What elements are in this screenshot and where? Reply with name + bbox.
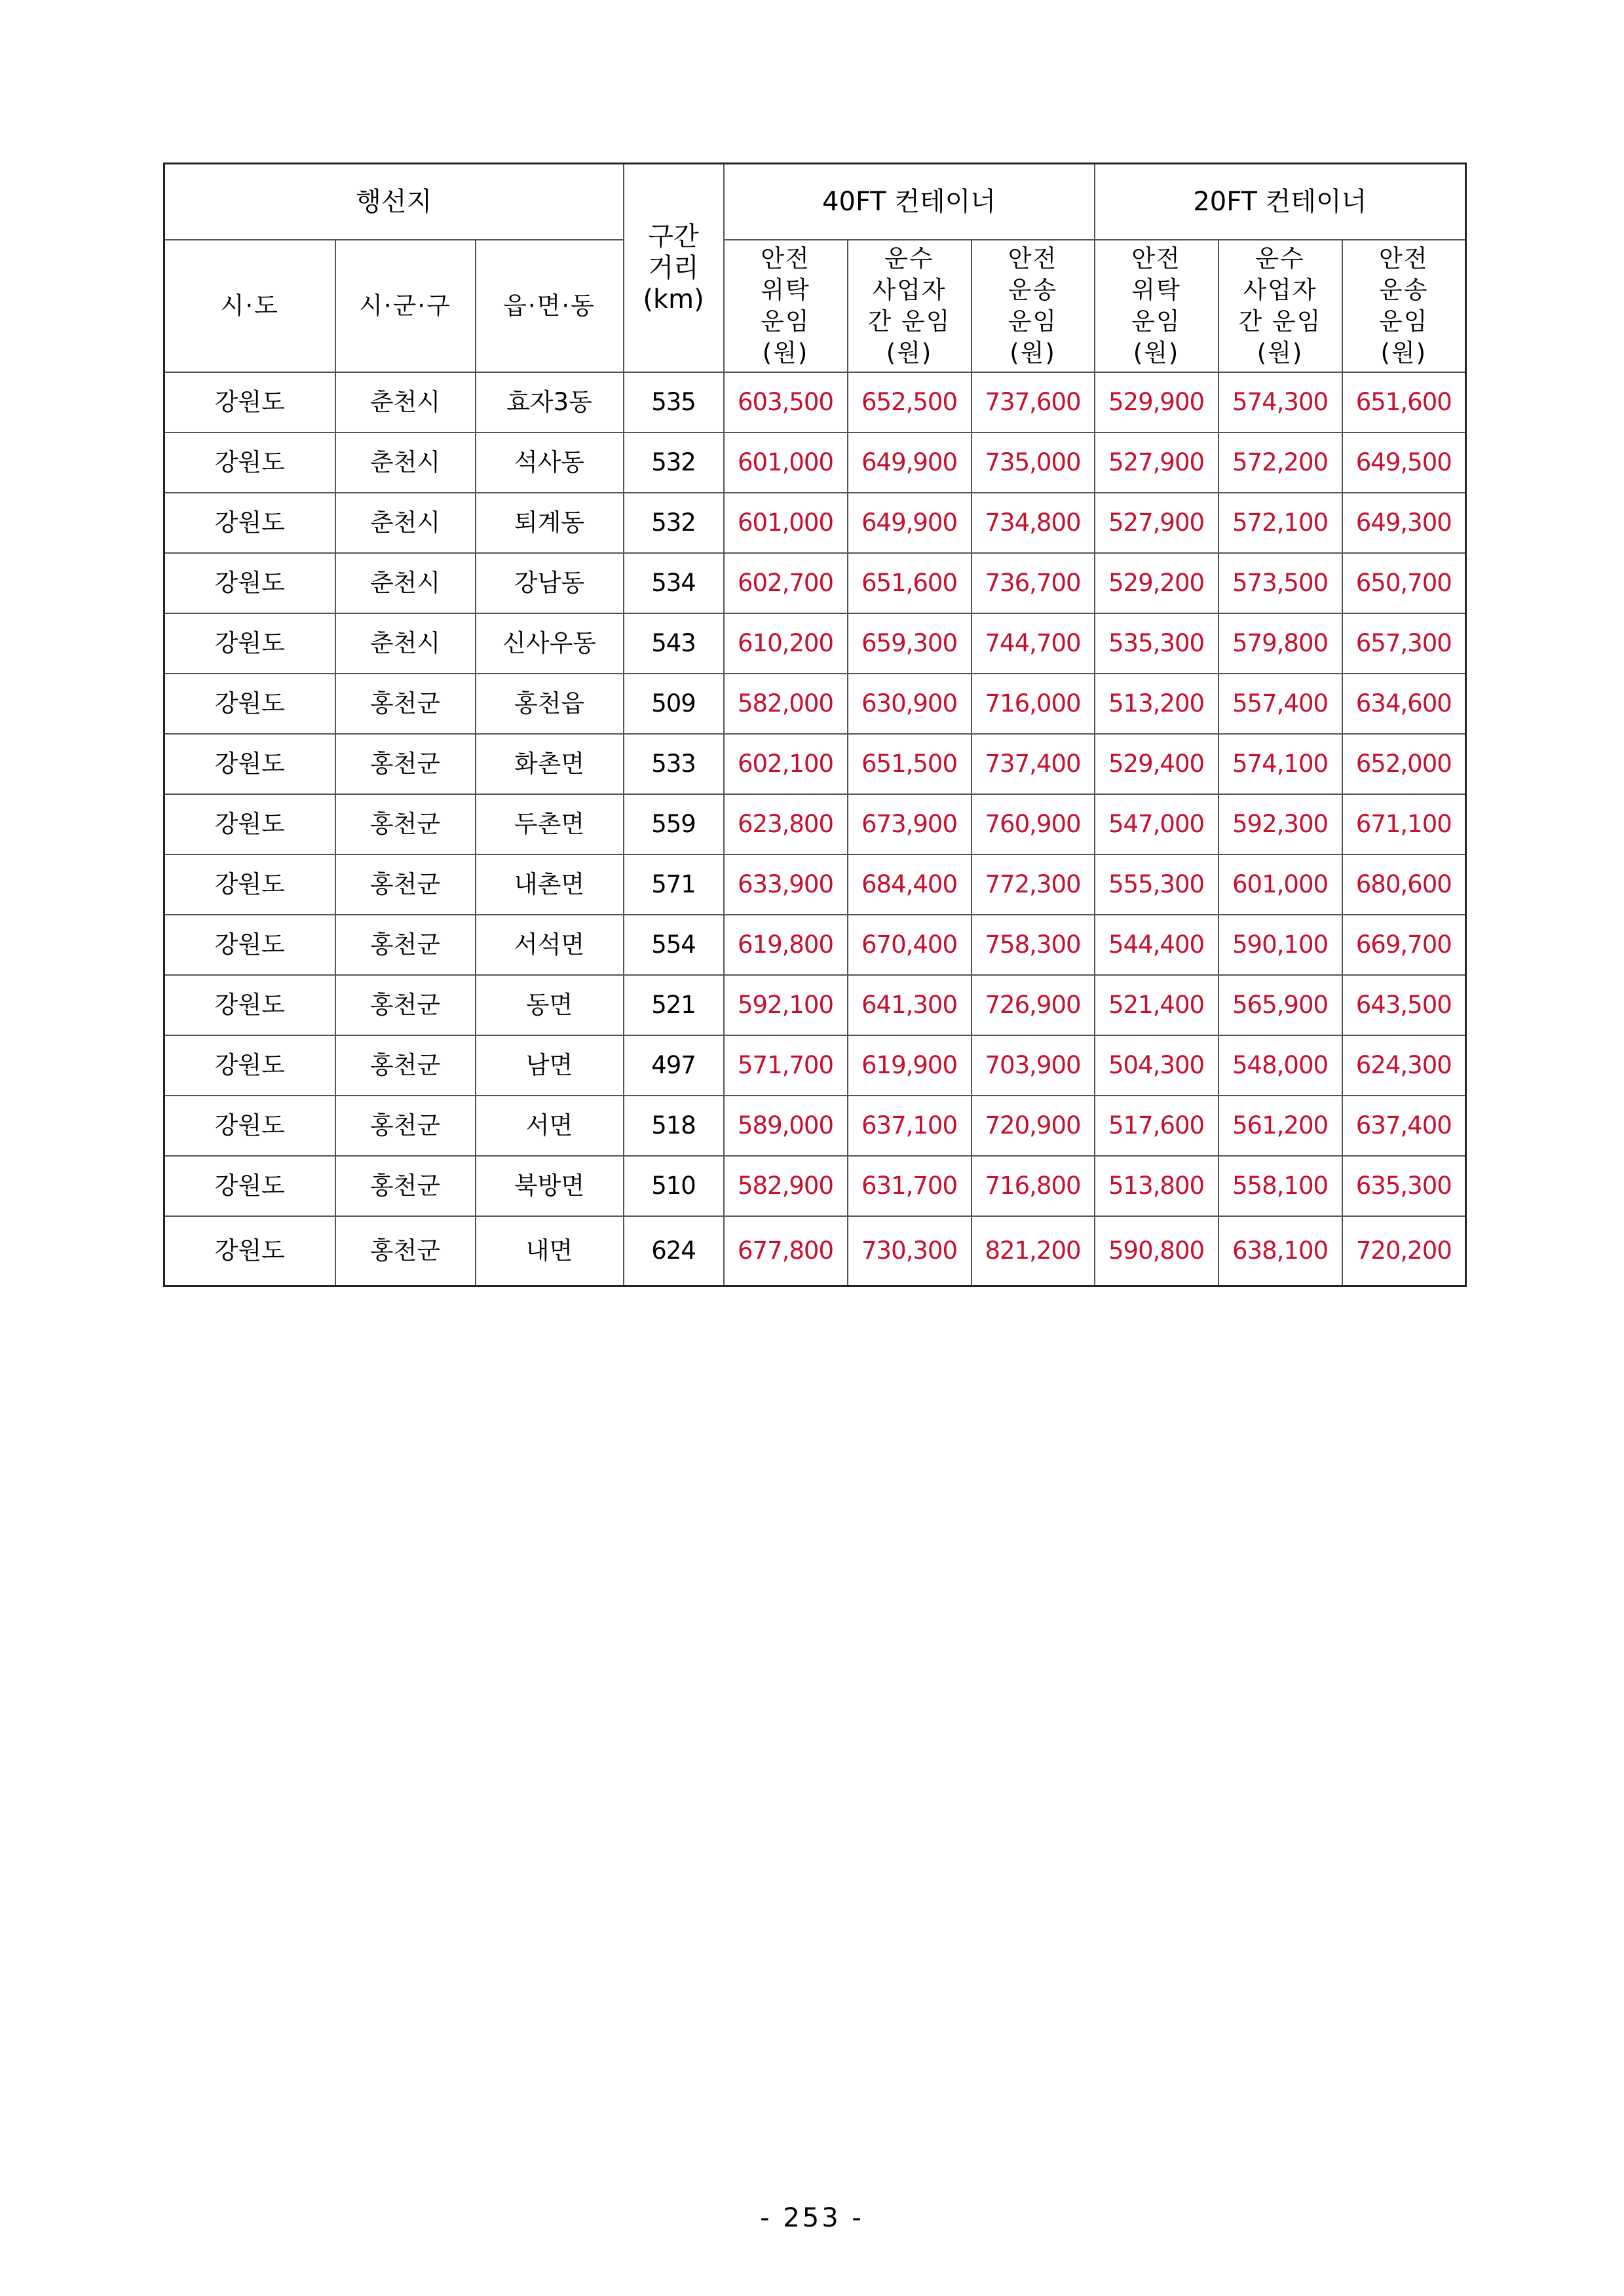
cell-sido: 강원도 <box>164 1216 335 1286</box>
header-eupmyeondong: 읍·면·동 <box>476 240 624 372</box>
cell-40ft-safe-transport: 734,800 <box>972 493 1095 553</box>
cell-40ft-safe-transport: 772,300 <box>972 854 1095 915</box>
cell-20ft-safe-consignment: 513,800 <box>1095 1156 1218 1216</box>
cell-20ft-inter-carrier: 561,200 <box>1218 1096 1342 1156</box>
cell-20ft-safe-consignment: 513,200 <box>1095 674 1218 734</box>
cell-eupmyeondong: 내면 <box>476 1216 624 1286</box>
cell-40ft-safe-transport: 758,300 <box>972 915 1095 975</box>
header-line: (원) <box>762 339 809 367</box>
cell-40ft-safe-consignment: 589,000 <box>724 1096 848 1156</box>
header-line: 안전 <box>1008 244 1058 273</box>
table-row <box>164 975 1466 1035</box>
cell-20ft-safe-transport: 634,600 <box>1342 674 1466 734</box>
table-row <box>164 1216 1466 1286</box>
header-40ft-safe-transport-rate <box>972 240 1095 372</box>
cell-20ft-inter-carrier: 592,300 <box>1218 794 1342 854</box>
cell-40ft-safe-consignment: 571,700 <box>724 1035 848 1096</box>
cell-sido: 강원도 <box>164 613 335 674</box>
header-line: 간 운임 <box>867 307 951 335</box>
cell-40ft-inter-carrier: 637,100 <box>848 1096 972 1156</box>
cell-distance-km: 532 <box>624 493 724 553</box>
cell-20ft-inter-carrier: 601,000 <box>1218 854 1342 915</box>
table-row <box>164 613 1466 674</box>
cell-20ft-inter-carrier: 590,100 <box>1218 915 1342 975</box>
cell-40ft-inter-carrier: 670,400 <box>848 915 972 975</box>
cell-sigungu: 홍천군 <box>335 1156 476 1216</box>
table-body <box>164 372 1466 1286</box>
cell-40ft-inter-carrier: 684,400 <box>848 854 972 915</box>
cell-20ft-safe-transport: 650,700 <box>1342 553 1466 613</box>
cell-sigungu: 춘천시 <box>335 613 476 674</box>
cell-40ft-inter-carrier: 730,300 <box>848 1216 972 1286</box>
cell-40ft-safe-consignment: 602,100 <box>724 734 848 794</box>
header-line: 운임 <box>1008 307 1058 335</box>
cell-20ft-safe-transport: 651,600 <box>1342 372 1466 432</box>
cell-40ft-safe-consignment: 619,800 <box>724 915 848 975</box>
cell-distance-km: 532 <box>624 432 724 493</box>
cell-distance-km: 554 <box>624 915 724 975</box>
cell-20ft-safe-transport: 624,300 <box>1342 1035 1466 1096</box>
cell-40ft-safe-consignment: 602,700 <box>724 553 848 613</box>
cell-40ft-inter-carrier: 651,500 <box>848 734 972 794</box>
cell-distance-km: 518 <box>624 1096 724 1156</box>
cell-sido: 강원도 <box>164 854 335 915</box>
cell-20ft-safe-consignment: 590,800 <box>1095 1216 1218 1286</box>
cell-sigungu: 홍천군 <box>335 975 476 1035</box>
cell-sido: 강원도 <box>164 1035 335 1096</box>
header-distance-line: 구간 <box>648 221 699 252</box>
cell-distance-km: 533 <box>624 734 724 794</box>
cell-20ft-safe-transport: 657,300 <box>1342 613 1466 674</box>
cell-sigungu: 춘천시 <box>335 493 476 553</box>
table-row <box>164 1096 1466 1156</box>
cell-20ft-safe-consignment: 521,400 <box>1095 975 1218 1035</box>
cell-sido: 강원도 <box>164 432 335 493</box>
header-line: 간 운임 <box>1238 307 1322 335</box>
cell-distance-km: 624 <box>624 1216 724 1286</box>
cell-40ft-safe-consignment: 601,000 <box>724 493 848 553</box>
header-line: 위탁 <box>1131 276 1181 304</box>
cell-40ft-safe-transport: 737,400 <box>972 734 1095 794</box>
cell-distance-km: 521 <box>624 975 724 1035</box>
cell-20ft-safe-consignment: 544,400 <box>1095 915 1218 975</box>
freight-rate-table <box>163 163 1467 1287</box>
cell-eupmyeondong: 홍천읍 <box>476 674 624 734</box>
cell-distance-km: 497 <box>624 1035 724 1096</box>
cell-40ft-inter-carrier: 641,300 <box>848 975 972 1035</box>
cell-sigungu: 춘천시 <box>335 553 476 613</box>
cell-sigungu: 춘천시 <box>335 372 476 432</box>
cell-20ft-safe-transport: 680,600 <box>1342 854 1466 915</box>
cell-eupmyeondong: 내촌면 <box>476 854 624 915</box>
table-row <box>164 854 1466 915</box>
header-line: 안전 <box>1131 244 1181 273</box>
header-line: 운송 <box>1379 276 1429 304</box>
cell-distance-km: 509 <box>624 674 724 734</box>
cell-20ft-inter-carrier: 574,300 <box>1218 372 1342 432</box>
cell-20ft-safe-transport: 652,000 <box>1342 734 1466 794</box>
cell-20ft-safe-transport: 643,500 <box>1342 975 1466 1035</box>
cell-20ft-inter-carrier: 558,100 <box>1218 1156 1342 1216</box>
header-sido: 시·도 <box>164 240 335 372</box>
cell-sigungu: 홍천군 <box>335 915 476 975</box>
header-line: (원) <box>1010 339 1056 367</box>
cell-20ft-safe-consignment: 555,300 <box>1095 854 1218 915</box>
cell-40ft-inter-carrier: 630,900 <box>848 674 972 734</box>
cell-40ft-safe-transport: 703,900 <box>972 1035 1095 1096</box>
cell-40ft-safe-transport: 737,600 <box>972 372 1095 432</box>
table-row <box>164 915 1466 975</box>
header-destination: 행선지 <box>164 164 624 240</box>
cell-20ft-inter-carrier: 557,400 <box>1218 674 1342 734</box>
cell-20ft-inter-carrier: 579,800 <box>1218 613 1342 674</box>
cell-40ft-safe-consignment: 677,800 <box>724 1216 848 1286</box>
cell-20ft-safe-transport: 635,300 <box>1342 1156 1466 1216</box>
cell-sido: 강원도 <box>164 734 335 794</box>
cell-distance-km: 535 <box>624 372 724 432</box>
cell-20ft-safe-consignment: 535,300 <box>1095 613 1218 674</box>
cell-20ft-safe-consignment: 529,200 <box>1095 553 1218 613</box>
header-line: 안전 <box>1379 244 1429 273</box>
cell-sido: 강원도 <box>164 975 335 1035</box>
header-20ft-container: 20FT 컨테이너 <box>1095 164 1466 240</box>
cell-sigungu: 홍천군 <box>335 674 476 734</box>
cell-sigungu: 홍천군 <box>335 734 476 794</box>
cell-20ft-safe-transport: 671,100 <box>1342 794 1466 854</box>
cell-eupmyeondong: 북방면 <box>476 1156 624 1216</box>
header-20ft-safe-consignment-rate <box>1095 240 1218 372</box>
cell-eupmyeondong: 서면 <box>476 1096 624 1156</box>
cell-sido: 강원도 <box>164 674 335 734</box>
table-row <box>164 794 1466 854</box>
header-line: (원) <box>1133 339 1180 367</box>
cell-20ft-safe-consignment: 527,900 <box>1095 432 1218 493</box>
cell-20ft-inter-carrier: 638,100 <box>1218 1216 1342 1286</box>
header-line: 운임 <box>1379 307 1429 335</box>
cell-40ft-safe-transport: 726,900 <box>972 975 1095 1035</box>
cell-20ft-safe-transport: 720,200 <box>1342 1216 1466 1286</box>
cell-40ft-safe-transport: 760,900 <box>972 794 1095 854</box>
cell-40ft-inter-carrier: 673,900 <box>848 794 972 854</box>
table-row <box>164 372 1466 432</box>
cell-distance-km: 571 <box>624 854 724 915</box>
cell-sigungu: 홍천군 <box>335 1096 476 1156</box>
header-40ft-safe-consignment-rate <box>724 240 848 372</box>
cell-40ft-safe-consignment: 603,500 <box>724 372 848 432</box>
header-line: 운수 <box>884 244 934 273</box>
cell-40ft-safe-transport: 744,700 <box>972 613 1095 674</box>
cell-20ft-safe-consignment: 527,900 <box>1095 493 1218 553</box>
cell-40ft-inter-carrier: 652,500 <box>848 372 972 432</box>
table-row <box>164 553 1466 613</box>
cell-20ft-safe-consignment: 529,900 <box>1095 372 1218 432</box>
cell-eupmyeondong: 석사동 <box>476 432 624 493</box>
header-line: 운송 <box>1008 276 1058 304</box>
cell-eupmyeondong: 신사우동 <box>476 613 624 674</box>
cell-40ft-safe-transport: 736,700 <box>972 553 1095 613</box>
cell-40ft-safe-consignment: 601,000 <box>724 432 848 493</box>
cell-distance-km: 559 <box>624 794 724 854</box>
cell-40ft-safe-consignment: 610,200 <box>724 613 848 674</box>
header-line: 위탁 <box>761 276 810 304</box>
cell-eupmyeondong: 남면 <box>476 1035 624 1096</box>
header-line: (원) <box>886 339 933 367</box>
header-distance-line: 거리 <box>648 253 699 283</box>
cell-20ft-inter-carrier: 574,100 <box>1218 734 1342 794</box>
cell-sigungu: 춘천시 <box>335 432 476 493</box>
header-line: (원) <box>1256 339 1304 367</box>
table-row <box>164 734 1466 794</box>
header-40ft-inter-carrier-rate <box>848 240 972 372</box>
table-row <box>164 493 1466 553</box>
header-line: 운임 <box>761 307 810 335</box>
cell-40ft-inter-carrier: 631,700 <box>848 1156 972 1216</box>
cell-eupmyeondong: 서석면 <box>476 915 624 975</box>
cell-20ft-safe-consignment: 529,400 <box>1095 734 1218 794</box>
cell-eupmyeondong: 동면 <box>476 975 624 1035</box>
header-40ft-container: 40FT 컨테이너 <box>724 164 1095 240</box>
cell-sido: 강원도 <box>164 1096 335 1156</box>
header-line: 사업자 <box>872 276 947 304</box>
cell-40ft-safe-transport: 716,000 <box>972 674 1095 734</box>
cell-eupmyeondong: 화촌면 <box>476 734 624 794</box>
header-sigungu: 시·군·구 <box>335 240 476 372</box>
cell-sigungu: 홍천군 <box>335 794 476 854</box>
page-number: - 253 - <box>760 2203 864 2233</box>
header-line: 사업자 <box>1243 276 1317 304</box>
cell-sido: 강원도 <box>164 915 335 975</box>
cell-20ft-inter-carrier: 548,000 <box>1218 1035 1342 1096</box>
cell-20ft-safe-transport: 649,300 <box>1342 493 1466 553</box>
cell-distance-km: 510 <box>624 1156 724 1216</box>
cell-20ft-safe-consignment: 517,600 <box>1095 1096 1218 1156</box>
cell-40ft-inter-carrier: 659,300 <box>848 613 972 674</box>
cell-20ft-safe-transport: 649,500 <box>1342 432 1466 493</box>
cell-eupmyeondong: 효자3동 <box>476 372 624 432</box>
header-line: 운수 <box>1255 244 1305 273</box>
cell-sido: 강원도 <box>164 1156 335 1216</box>
cell-40ft-safe-consignment: 582,900 <box>724 1156 848 1216</box>
cell-sigungu: 홍천군 <box>335 1035 476 1096</box>
header-line: 운임 <box>1131 307 1181 335</box>
cell-40ft-safe-transport: 735,000 <box>972 432 1095 493</box>
table-row <box>164 674 1466 734</box>
cell-eupmyeondong: 강남동 <box>476 553 624 613</box>
header-line: (원) <box>1380 339 1427 367</box>
table-row <box>164 1156 1466 1216</box>
cell-40ft-safe-consignment: 582,000 <box>724 674 848 734</box>
cell-20ft-safe-transport: 637,400 <box>1342 1096 1466 1156</box>
cell-sido: 강원도 <box>164 794 335 854</box>
cell-40ft-safe-consignment: 592,100 <box>724 975 848 1035</box>
cell-sido: 강원도 <box>164 372 335 432</box>
cell-eupmyeondong: 두촌면 <box>476 794 624 854</box>
cell-20ft-inter-carrier: 572,100 <box>1218 493 1342 553</box>
cell-sido: 강원도 <box>164 493 335 553</box>
cell-20ft-inter-carrier: 572,200 <box>1218 432 1342 493</box>
header-distance-line: (km) <box>643 284 704 315</box>
cell-distance-km: 534 <box>624 553 724 613</box>
cell-sigungu: 홍천군 <box>335 854 476 915</box>
header-20ft-safe-transport-rate <box>1342 240 1466 372</box>
cell-40ft-inter-carrier: 649,900 <box>848 432 972 493</box>
cell-40ft-safe-transport: 720,900 <box>972 1096 1095 1156</box>
header-line: 안전 <box>761 244 810 273</box>
header-distance <box>624 164 724 373</box>
table-row <box>164 432 1466 493</box>
cell-20ft-safe-consignment: 547,000 <box>1095 794 1218 854</box>
cell-40ft-safe-transport: 716,800 <box>972 1156 1095 1216</box>
cell-40ft-safe-transport: 821,200 <box>972 1216 1095 1286</box>
cell-40ft-inter-carrier: 651,600 <box>848 553 972 613</box>
table-row <box>164 1035 1466 1096</box>
cell-20ft-safe-transport: 669,700 <box>1342 915 1466 975</box>
cell-20ft-inter-carrier: 565,900 <box>1218 975 1342 1035</box>
cell-20ft-safe-consignment: 504,300 <box>1095 1035 1218 1096</box>
cell-sigungu: 홍천군 <box>335 1216 476 1286</box>
cell-40ft-safe-consignment: 623,800 <box>724 794 848 854</box>
cell-40ft-inter-carrier: 649,900 <box>848 493 972 553</box>
cell-20ft-inter-carrier: 573,500 <box>1218 553 1342 613</box>
cell-40ft-safe-consignment: 633,900 <box>724 854 848 915</box>
cell-eupmyeondong: 퇴계동 <box>476 493 624 553</box>
cell-sido: 강원도 <box>164 553 335 613</box>
cell-distance-km: 543 <box>624 613 724 674</box>
cell-40ft-inter-carrier: 619,900 <box>848 1035 972 1096</box>
header-20ft-inter-carrier-rate <box>1218 240 1342 372</box>
